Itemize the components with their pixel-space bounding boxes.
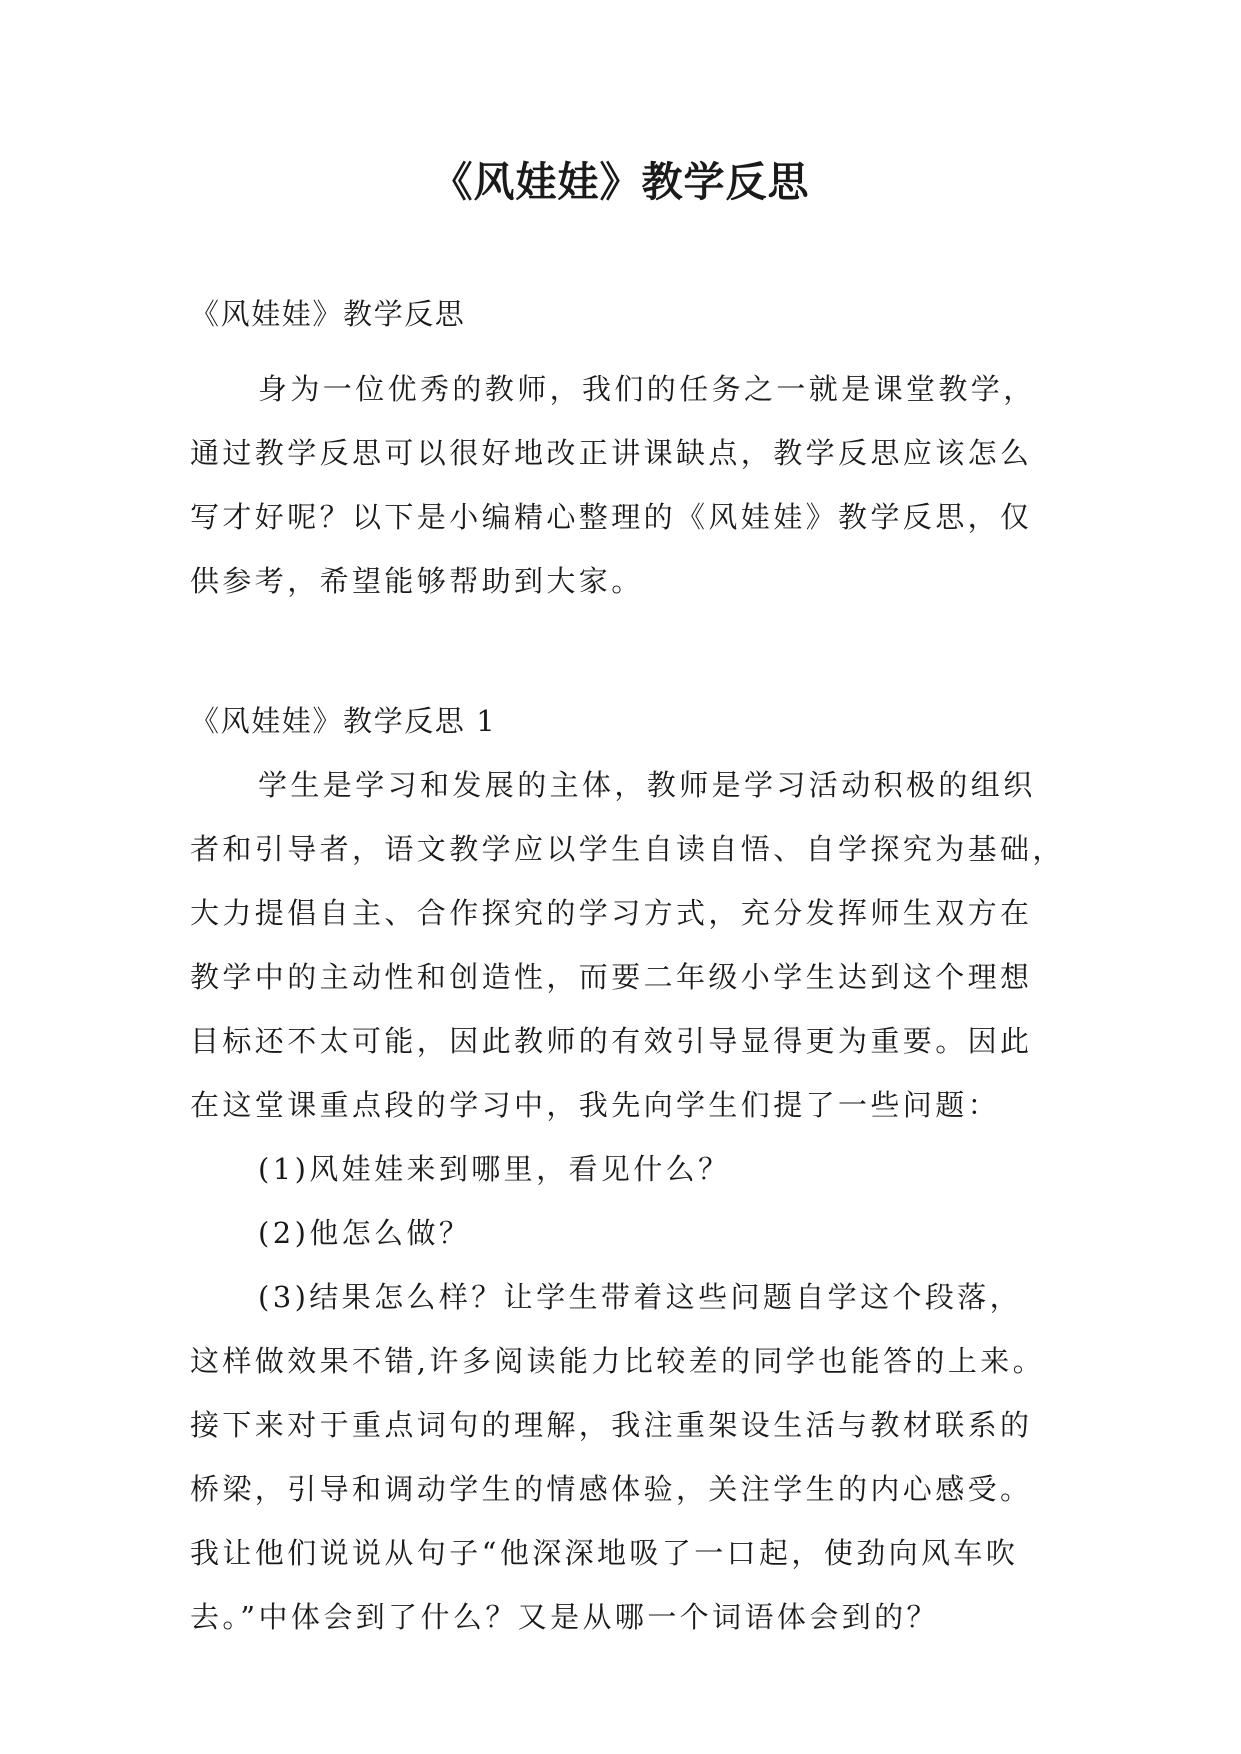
intro-line: 写才好呢？以下是小编精心整理的《风娃娃》教学反思，仅 <box>190 500 1033 534</box>
intro-paragraph <box>190 357 1066 613</box>
intro-line: 通过教学反思可以很好地改正讲课缺点，教学反思应该怎么 <box>190 436 1033 470</box>
document-title: 《风娃娃》教学反思 <box>431 158 810 206</box>
paragraph-line: 学生是学习和发展的主体，教师是学习活动积极的组织 <box>258 768 1036 802</box>
question-2: (2)他怎么做？ <box>258 1216 472 1250</box>
intro-line: 身为一位优秀的教师，我们的任务之一就是课堂教学， <box>258 372 1036 406</box>
paragraph-line: 这样做效果不错,许多阅读能力比较差的同学也能答的上来。 <box>190 1344 1046 1378</box>
paragraph-line: 教学中的主动性和创造性，而要二年级小学生达到这个理想 <box>190 960 1033 994</box>
paragraph-line: 在这堂课重点段的学习中，我先向学生们提了一些问题： <box>190 1088 1001 1122</box>
paragraph-line: (3)结果怎么样？让学生带着这些问题自学这个段落， <box>258 1280 1023 1314</box>
paragraph-line: 接下来对于重点词句的理解，我注重架设生活与教材联系的 <box>190 1408 1033 1442</box>
section-heading: 《风娃娃》教学反思 1 <box>190 704 497 738</box>
paragraph-line: 者和引导者，语文教学应以学生自读自悟、自学探究为基础， <box>190 832 1065 866</box>
intro-line: 供参考，希望能够帮助到大家。 <box>190 564 644 598</box>
document-subtitle-block <box>190 282 1066 346</box>
question-1: (1)风娃娃来到哪里，看见什么？ <box>258 1152 731 1186</box>
paragraph-line: 我让他们说说从句子“他深深地吸了一口起，使劲向风车吹 <box>190 1536 1019 1570</box>
document-subtitle: 《风娃娃》教学反思 <box>190 297 466 331</box>
paragraph-line: 去。”中体会到了什么？又是从哪一个词语体会到的？ <box>190 1600 939 1634</box>
paragraph-line: 目标还不太可能，因此教师的有效引导显得更为重要。因此 <box>190 1024 1033 1058</box>
paragraph-line: 大力提倡自主、合作探究的学习方式，充分发挥师生双方在 <box>190 896 1033 930</box>
paragraph-line: 桥梁，引导和调动学生的情感体验，关注学生的内心感受。 <box>190 1472 1033 1506</box>
section-block <box>190 689 1066 1649</box>
